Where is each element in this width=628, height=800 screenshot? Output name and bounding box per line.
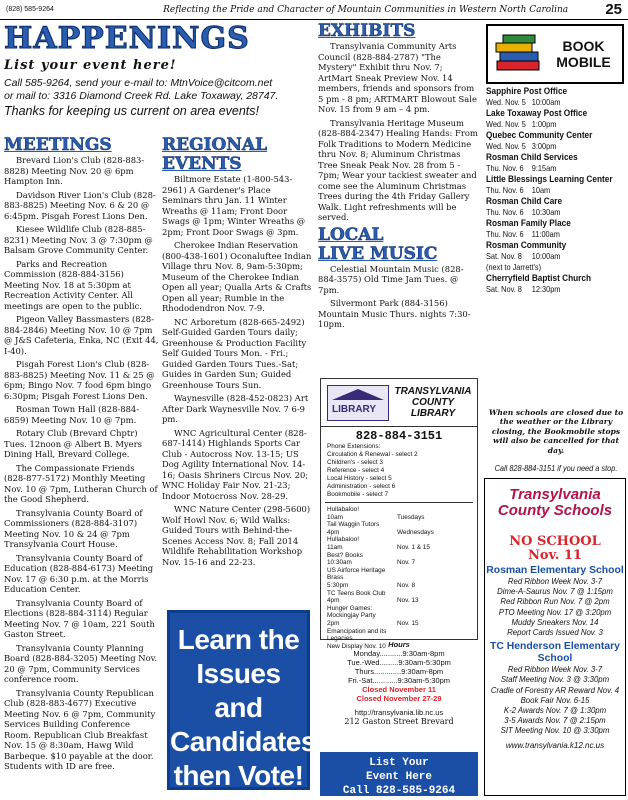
meeting-item: Transylvania County Board of Education (828-884-6173) Meeting Nov. 17 @ 6:30 p.m. at the Morris Education Center. [4, 552, 154, 594]
stop-date: Thu. Nov. 6 [486, 185, 524, 195]
no-school: NO SCHOOL [509, 534, 601, 549]
hours-title: Hours [388, 640, 410, 649]
meeting-item: Transylvania County Board of Elections (828-884-3114) Regular Meeting Nov. 7 @ 10am, 221 South Gaston Street. [4, 597, 155, 639]
library-event-row [327, 567, 471, 582]
page-number: 25 [605, 1, 622, 18]
library-event-cell: Hunger Games: Mockingjay Party [327, 604, 376, 620]
tch-event: 3-5 Awards Nov. 7 @ 2:15pm [504, 716, 606, 726]
tch-event: Red Ribbon Week Nov. 3-7 [507, 665, 603, 675]
stop-date: Sat. Nov. 8 [486, 284, 522, 294]
library-event-cell: TC Teens Book Club [327, 589, 386, 597]
closed-nov27: Closed November 27-29 [356, 694, 442, 703]
library-name: TRANSYLVANIA COUNTY LIBRARY [394, 386, 472, 419]
bookmobile-call: Call 828-884-3151 if you need a stop. [494, 464, 618, 473]
tch-event: Staff Meeting Nov. 3 @ 3:30pm [500, 675, 610, 685]
header-phone: (828) 585-9264 [6, 6, 54, 13]
hours-line: Thurs.............9:30am-8pm [354, 667, 444, 676]
stop-time-row [486, 262, 609, 273]
stop-name: Cherryfield Baptist Church [486, 273, 591, 284]
stop-name: Little Blessings Learning Center [486, 174, 613, 185]
mail-line: or mail to: 3316 Diamond Creek Rd. Lake Toxaway, 28747. [4, 90, 279, 102]
library-ext-line: Bookmobile - select 7 [327, 491, 389, 498]
library-event-row [327, 559, 471, 567]
list-line2: Event Here [365, 771, 432, 783]
library-event-cell: Hullabaloo! [327, 536, 359, 544]
library-event-cell: 10:30am [327, 559, 352, 567]
page-header [0, 0, 628, 20]
meetings-column [4, 136, 159, 775]
library-event-row [327, 605, 471, 620]
stop-date: Thu. Nov. 6 [486, 207, 524, 217]
learn-vote-box: Learn the Issues and Candidates then Vote! [167, 610, 310, 790]
stop-date: Wed. Nov. 5 [486, 141, 526, 151]
tch-events [485, 665, 625, 736]
tch-school: TC Henderson Elementary School [490, 641, 620, 665]
meeting-item: Davidson River Lion's Club (828-883-8825) Meeting Nov. 6 & 20 @ 6:45pm. Pisgah Forest Lions Den. [4, 189, 156, 221]
regional-item: Cherokee Indian Reservation (800-438-1601) Oconaluftee Indian Village thru Nov. 8, 9am-5:30pm; Museum of the Cherokee Indian Open all year; Qualla Arts & Crafts Open all year; Rumble in the Rhododendron Nov. 7-9. [162, 240, 312, 313]
regional-list [162, 174, 312, 567]
county-schools-box [484, 478, 626, 796]
regional-item: Waynesville (828-452-0823) Art After Dark Waynesville Nov. 7 6-9 pm. [162, 393, 309, 424]
library-event-cell: Hullabaloo! [327, 506, 359, 513]
library-event-row [327, 514, 471, 522]
library-event-row [327, 536, 471, 544]
tch-event: K-2 Awards Nov. 7 @ 1:30pm [503, 706, 607, 716]
stop-name: Lake Toxaway Post Office [486, 108, 588, 119]
exhibits-column [318, 22, 478, 333]
library-event-row [327, 590, 471, 598]
meeting-item: Transylvania County Board of Commissioners (828-884-3107) Meeting Nov. 10 & 24 @ 7pm Transylvania Court House. [4, 507, 143, 549]
library-event-row [327, 521, 471, 529]
regional-item: NC Arboretum (828-665-2492) Self-Guided Garden Tours daily; Greenhouse & Production Facility Self Guided Tours Mon. - Fri.; Guided Garden Tours Tues.-Sat; Guides in Garden Sun; Guided Greenhouse Tours Sun. [162, 316, 307, 390]
library-event-row [327, 620, 471, 628]
happenings-header [4, 22, 310, 119]
library-event-row [327, 544, 471, 552]
stop-date: Thu. Nov. 6 [486, 163, 524, 173]
library-events [321, 506, 477, 650]
local-heading: LOCAL [318, 224, 384, 245]
meeting-item: Rotary Club (Brevard Chptr) Tues. 12noon @ Albert B. Myers Dining Hall, Brevard College. [4, 428, 142, 459]
stop-time-row [486, 141, 609, 152]
library-event-row [327, 529, 471, 537]
stop-time: 10:00am [531, 251, 561, 261]
library-event-cell: 11am [327, 543, 343, 551]
library-hours [320, 640, 478, 752]
rosman-event: Red Ribbon Run Nov. 7 @ 2pm [500, 597, 610, 607]
stop-time: 1:00pm [531, 119, 557, 129]
library-event-cell: Tuesdays [397, 513, 425, 521]
meeting-item: Pigeon Valley Bassmasters (828-884-2846) Meeting Nov. 10 @ 7pm @ J&S Cafeteria, Enka, NC (Exit 44, I-40). [4, 314, 159, 356]
rosman-events [485, 577, 625, 638]
tch-event: Cradle of Forestry AR Reward Nov. 4 [490, 685, 620, 695]
exhibit-item: Transylvania Community Arts Council (828-884-2787) "The Mystery" Exhibit thru Nov. 7; ArtMart Sneak Preview Nov. 14 members, friends and sponsors from 5 pm - 8 pm; ARTMART Blowout Sale Nov. 15 from 9 am – 4 pm. [318, 41, 477, 114]
rosman-school: Rosman Elementary School [486, 565, 624, 576]
stop-time: 3:00pm [531, 141, 557, 151]
rosman-event: Dime-A-Saurus Nov. 7 @ 1:15pm [497, 587, 613, 597]
exhibits-heading: EXHIBITS [318, 21, 416, 41]
stop-date: Wed. Nov. 5 [486, 97, 526, 107]
library-event-row [327, 552, 471, 560]
books-icon [491, 31, 545, 77]
library-event-cell: Emancipation and its Legacies [327, 627, 387, 643]
library-event-cell: Wednesdays [397, 528, 434, 536]
meetings-list [4, 155, 159, 772]
regional-item: Biltmore Estate (1-800-543-2961) A Gardener's Place Seminars thru Jan. 11 Winter Wreaths @ 11am; Front Door Swags @ 1pm; Winter Wreaths @ 2pm; Front Door Swags @ 3pm. [162, 174, 306, 237]
list-line1: List Your [369, 757, 429, 769]
stop-date: Sat. Nov. 8 [486, 251, 522, 261]
library-event-cell: Nov. 15 [397, 619, 419, 627]
library-address: 212 Gaston Street Brevard [344, 717, 454, 726]
music-item: Silvermont Park (884-3156) Mountain Music Thurs. nights 7:30-10pm. [318, 298, 471, 329]
library-ext-line: Administration - select 6 [327, 483, 396, 490]
library-event-row [327, 597, 471, 605]
stop-time-row [486, 97, 609, 108]
stop-time-row [486, 207, 609, 218]
exhibits-list [318, 41, 478, 223]
meeting-item: Transylvania County Republican Club (828-883-4677) Executive Meeting Nov. 6 @ 7pm, Community Services Building Conference Room. Republican Club Breakfast Nov. 15 @ 8:30am, Hawg Wild Barbeque. $10 payable at the door. Students with ID are free. [4, 687, 156, 771]
library-ext-line: Children's - select 3 [327, 459, 383, 466]
library-extensions [321, 443, 477, 499]
hours-line: Fri.-Sat............9:30am-5:30pm [347, 676, 451, 685]
meeting-item: Rosman Town Hall (828-884-6859) Meeting Nov. 10 @ 7pm. [4, 404, 140, 425]
exhibit-item: Transylvania Heritage Museum (828-884-2347) Healing Hands: From Folk Traditions to Modern Medicine thru Nov. 8; Aluminum Christmas Tree Sneak Peak Nov. 28 from 5 - 7pm; Wear your tackiest sweater and come see the Aluminum Christmas Trees during the 4th Friday Gallery Walk. Light refreshments will be served. [318, 117, 478, 222]
stop-time: 12:30pm [531, 284, 561, 294]
music-list [318, 264, 478, 330]
library-event-cell: Best? Books [327, 551, 363, 559]
hours-list [320, 649, 478, 685]
stop-time-row [486, 251, 609, 262]
library-event-cell: Nov. 8 [397, 581, 415, 589]
library-building-icon [327, 385, 389, 421]
library-event-cell: 4pm [327, 597, 340, 605]
list-line3: Call 828-585-9264 [342, 785, 456, 797]
meeting-item: Kiesee Wildlife Club (828-885-8231) Meeting Nov. 3 @ 7:30pm @ Balsam Grove Community Center. [4, 224, 153, 255]
schools-title2: County Schools [497, 502, 613, 519]
stop-date: (next to Jarrett's) [486, 262, 542, 272]
thanks-line: Thanks for keeping us current on area events! [4, 104, 260, 118]
rosman-event: Report Cards Issued Nov. 3 [507, 628, 603, 638]
tch-event: Book Fair Nov. 6-15 [520, 695, 590, 705]
bookmobile-closed-note: When schools are closed due to the weather or the Library closing, the Bookmobile stops will also be cancelled for that day. [488, 408, 624, 455]
library-event-cell: Nov. 13 [397, 597, 419, 605]
meeting-item: Brevard Lion's Club (828-883-8828) Meeting Nov. 20 @ 6pm Hampton Inn. [4, 155, 145, 186]
library-header [321, 379, 477, 427]
stop-time-row [486, 119, 609, 130]
no-school-date: Nov. 11 [528, 548, 582, 563]
stop-time: 10am [531, 185, 551, 195]
meetings-heading: MEETINGS [4, 135, 112, 155]
library-icon-word: LIBRARY [332, 403, 377, 415]
library-ext-line: Reference - select 4 [327, 467, 385, 474]
library-event-cell: New Display Nov. 10 [327, 642, 386, 650]
library-ext-line: Local History - select 5 [327, 475, 392, 482]
happenings-title: HAPPENINGS [4, 21, 250, 56]
stop-time: 11:00am [531, 229, 560, 239]
music-item: Celestial Mountain Music (828-884-3575) Old Time Jam Tues. @ 7pm. [318, 263, 464, 295]
library-event-row [327, 582, 471, 590]
stop-name: Rosman Child Services [486, 152, 578, 163]
stop-time-row [486, 185, 609, 196]
tch-event: SIT Meeting Nov. 10 @ 3:30pm [500, 726, 610, 736]
meeting-item: Pisgah Forest Lion's Club (828-883-8825) Meeting Nov. 11 & 25 @ 6pm; Bingo Nov. 7 food 6pm bingo 6:30pm; Pisgah Forest Lions Den. [4, 359, 155, 401]
stop-time: 9:15am [531, 163, 557, 173]
library-event-cell: Tail Waggin Tutors [327, 521, 380, 529]
library-event-cell: 4pm [327, 528, 340, 536]
stop-time-row [486, 229, 609, 240]
list-event-box [320, 752, 478, 796]
header-tagline: Reflecting the Pride and Character of Mountain Communities in Western North Carolina [163, 4, 569, 15]
bookmobile-banner [486, 24, 624, 84]
list-your-event: List your event here! [4, 58, 177, 73]
schools-url[interactable]: www.transylvania.k12.nc.us [505, 740, 605, 750]
rosman-event: Red Ribbon Week Nov. 3-7 [507, 577, 603, 586]
regional-item: WNC Nature Center (298-5600) Wolf Howl Nov. 6; Wild Walks: Guided Tours with Behind-the-Scenes Access Nov. 8; Fall 2014 Wildlife Rehabilitation Workshop Nov. 15-16 and 22-23. [162, 504, 311, 567]
schools-title1: Transylvania [509, 486, 601, 503]
library-phone: 828-884-3151 [355, 429, 443, 443]
call-line: Call 585-9264, send your e-mail to: MtnVoice@citcom.net [4, 77, 273, 89]
library-event-cell: Nov. 7 [397, 559, 415, 567]
bookmobile-schedule [486, 86, 626, 295]
live-music-heading: LIVE MUSIC [318, 243, 438, 264]
library-event-cell: 2pm [327, 619, 340, 627]
stop-name: Sapphire Post Office [486, 86, 568, 97]
stop-name: Rosman Child Care [486, 196, 563, 207]
stop-name: Quebec Community Center [486, 130, 593, 141]
library-ext-line: Circulation & Renewal - select 2 [327, 451, 418, 458]
hours-line: Monday...........9:30am-8pm [353, 649, 445, 658]
stop-time-row [486, 163, 609, 174]
regional-item: WNC Agricultural Center (828-687-1414) Highlands Sports Car Club - Autocross Nov. 13-15; US Dog Agility International Nov. 14-16; Oasis Shriners Circus Nov. 20; WNC Holiday Fair Nov. 21-23; Indoor Motocross Nov. 28-29. [162, 427, 309, 501]
stop-name: Rosman Family Place [486, 218, 571, 229]
library-ext-line: Phone Extensions: [327, 443, 381, 450]
closed-nov11: Closed November 11 [362, 685, 436, 694]
library-event-row [327, 506, 471, 514]
stop-name: Rosman Community [486, 240, 567, 251]
library-event-cell: 5:30pm [327, 581, 349, 589]
regional-column [162, 136, 312, 570]
stop-date: Wed. Nov. 5 [486, 119, 526, 129]
hours-line: Tue.-Wed.........9:30am-5:30pm [347, 658, 451, 667]
bookmobile-title1: BOOK [562, 38, 605, 54]
rosman-event: PTO Meeting Nov. 17 @ 3:20pm [498, 607, 612, 617]
meeting-item: Parks and Recreation Commission (828-884-3156) Meeting Nov. 18 at 5:30pm at Recreation Activity Center. All meetings are open to the public. [4, 258, 142, 311]
library-event-cell: US Airforce Heritage Brass [327, 566, 386, 582]
stop-time: 10:00am [531, 97, 561, 107]
library-event-cell: Nov. 1 & 15 [397, 543, 430, 551]
meeting-item: Transylvania County Planning Board (828-884-3205) Meeting Nov. 20 @ 7pm, Community Services conference room. [4, 642, 158, 684]
stop-time-row [486, 284, 609, 295]
stop-time: 10:30am [531, 207, 561, 217]
bookmobile-title2: MOBILE [556, 54, 611, 70]
events-heading: EVENTS [162, 154, 242, 174]
rosman-event: Muddy Sneakers Nov. 14 [511, 617, 599, 627]
regional-heading: REGIONAL [162, 135, 268, 155]
meeting-item: The Compassionate Friends (828-877-5172) Monthly Meeting Nov. 10 @ 7pm, Lutheran Church of the Good Shepherd. [4, 462, 158, 504]
stop-date: Thu. Nov. 6 [486, 229, 524, 239]
library-url[interactable]: http://transylvania.lib.nc.us [354, 708, 444, 717]
library-event-cell: 10am [327, 513, 343, 521]
